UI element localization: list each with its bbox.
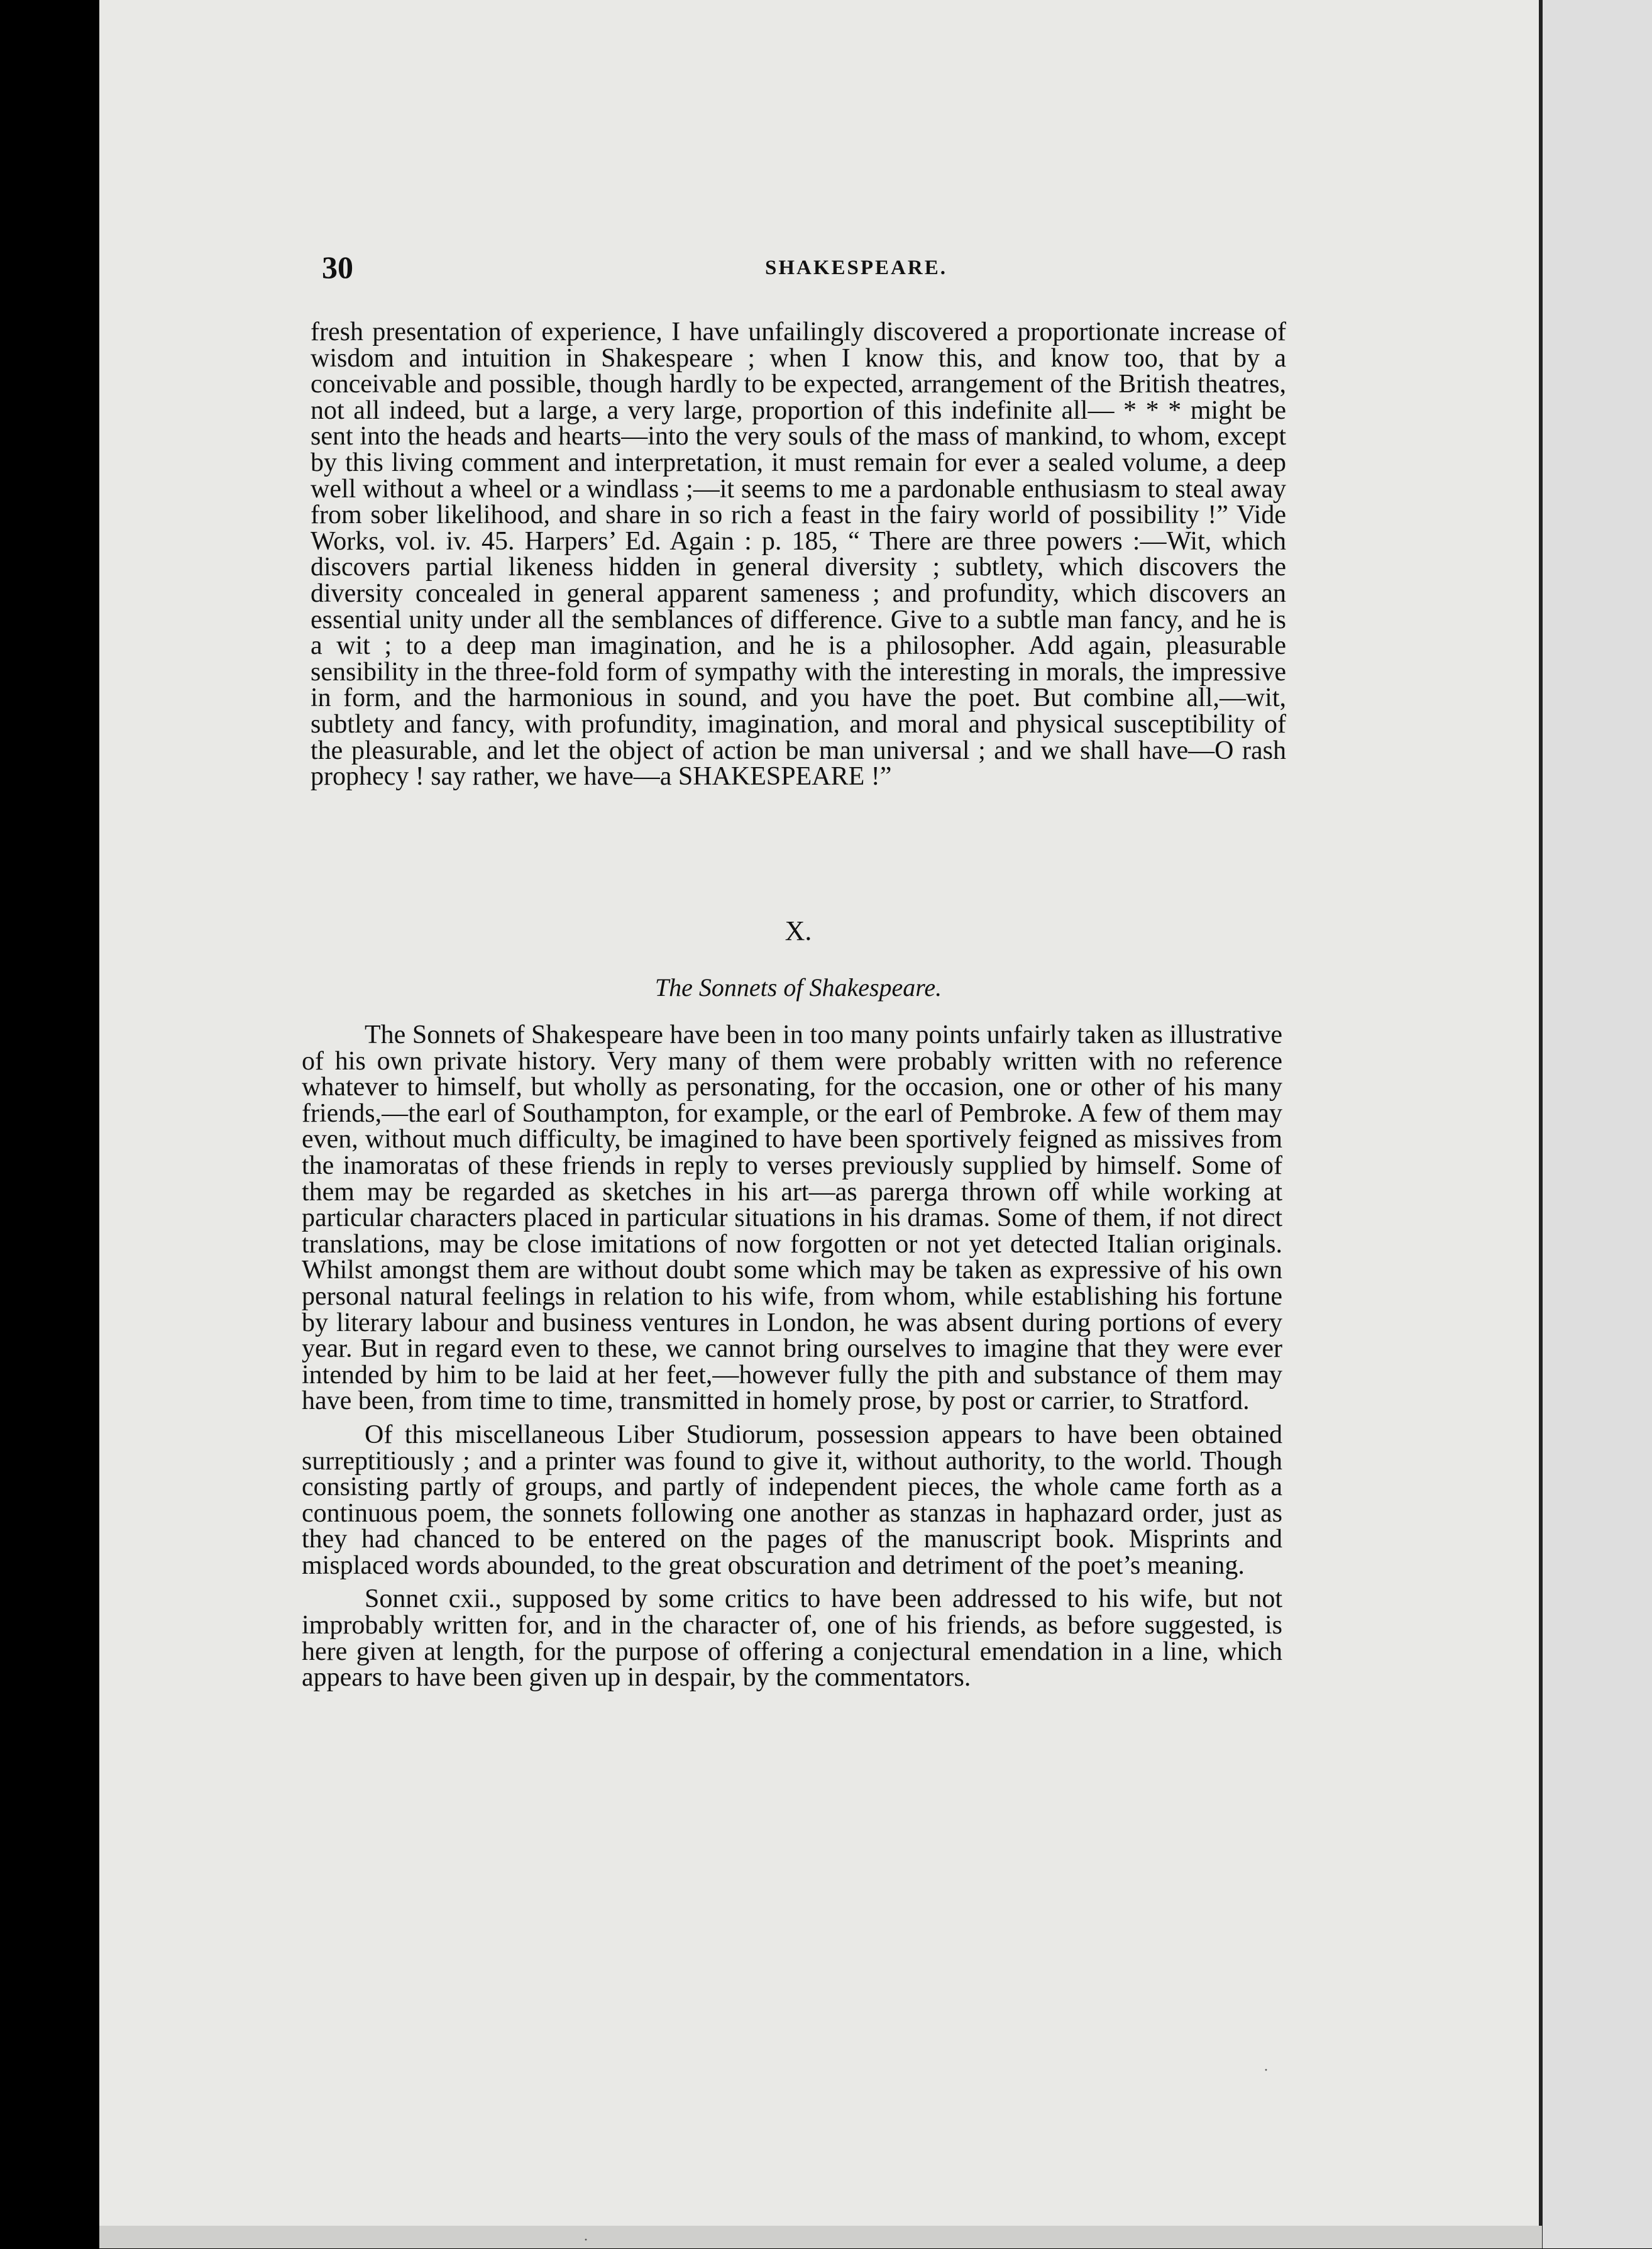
section-body — [302, 1022, 1282, 1691]
page-bottom-shadow — [99, 2226, 1542, 2248]
page-number: 30 — [322, 250, 353, 285]
running-title: SHAKESPEARE. — [765, 257, 947, 279]
continued-paragraph-block — [311, 319, 1286, 790]
adjacent-page-edge — [1543, 0, 1652, 2248]
running-header — [322, 249, 1284, 287]
speck-mark: · — [583, 2232, 588, 2248]
paragraph: Of this miscellaneous Liber Studiorum, possession appears to have been obtained surreptitiously ; and a printer was found to give it, without authority, to the world. Though consisting partly of groups, and partly of independent pieces, the whole came forth as a continuous poem, the sonnets following one another as stanzas in haphazard order, just as they had chanced to be entered on the pages of the manuscript book. Misprints and misplaced words abounded, to the great obscuration and detriment of the poet’s meaning. — [302, 1420, 1282, 1580]
continued-paragraph: fresh presentation of experience, I have unfailingly discovered a proportionate increase of wisdom and intuition in Shakespeare ; when I know this, and know too, that by a conceivable and possible, though hardly to be expected, arrangement of the British theatres, not all indeed, but a large, a very large, proportion of this indefinite all— * * * might be sent into the heads and hearts—into the very souls of the mass of mankind, to whom, except by this living comment and interpretation, it must remain for ever a sealed volume, a deep well without a wheel or a windlass ;—it seems to me a pardonable enthusiasm to steal away from sober likelihood, and share in so rich a feast in the fairy world of possibility !” Vide Works, vol. iv. 45. Harpers’ Ed. Again : p. 185, “ There are three powers :—Wit, which discovers partial likeness hidden in general diversity ; subtlety, which discovers the diversity concealed in general apparent sameness ; and profundity, which discovers an essential unity under all the semblances of difference. Give to a subtle man fancy, and he is a wit ; to a deep man imagination, and he is a philosopher. Add again, pleasurable sensibility in the three-fold form of sympathy with the interesting in morals, the impressive in form, and the harmonious in sound, and you have the poet. But combine all,—wit, subtlety and fancy, with profundity, imagination, and moral and physical susceptibility of the pleasurable, and let the object of action be man universal ; and we shall have—O rash prophecy ! say rather, we have—a SHAKESPEARE !” — [311, 318, 1286, 792]
speck-mark: · — [1264, 2062, 1269, 2079]
paragraph: The Sonnets of Shakespeare have been in too many points unfairly taken as illustrative of his own private history. Very many of them were probably written with no reference whatever to himself, but wholly as personating, for the occasion, one or other of his many friends,—the earl of Southampton, for example, or the earl of Pembroke. A few of them may even, without much difficulty, be imagined to have been sportively feigned as missives from the inamoratas of these friends in reply to verses previously supplied by himself. Some of them may be regarded as sketches in his art—as parerga thrown off while working at particular characters placed in particular situations in his dramas. Some of them, if not direct translations, may be close imitations of now forgotten or not yet detected Italian originals. Whilst amongst them are without doubt some which may be taken as expressive of his own personal natural feelings in relation to his wife, from whom, while establishing his fortune by literary labour and business ventures in London, he was absent during portions of every year. But in regard even to these, we cannot bring ourselves to imagine that they were ever intended by him to be laid at her feet,—however fully the pith and substance of them may have been, from time to time, transmitted in homely prose, by post or carrier, to Stratford. — [302, 1020, 1282, 1416]
section-number: X. — [785, 915, 812, 946]
section-title: The Sonnets of Shakespeare. — [654, 973, 942, 1002]
paragraph: Sonnet cxii., supposed by some critics to have been addressed to his wife, but not improbably written for, and in the character of, one of his friends, as before suggested, is here given at length, for the purpose of offering a conjectural emendation in a line, which appears to have been given up in despair, by the commentators. — [302, 1584, 1282, 1693]
